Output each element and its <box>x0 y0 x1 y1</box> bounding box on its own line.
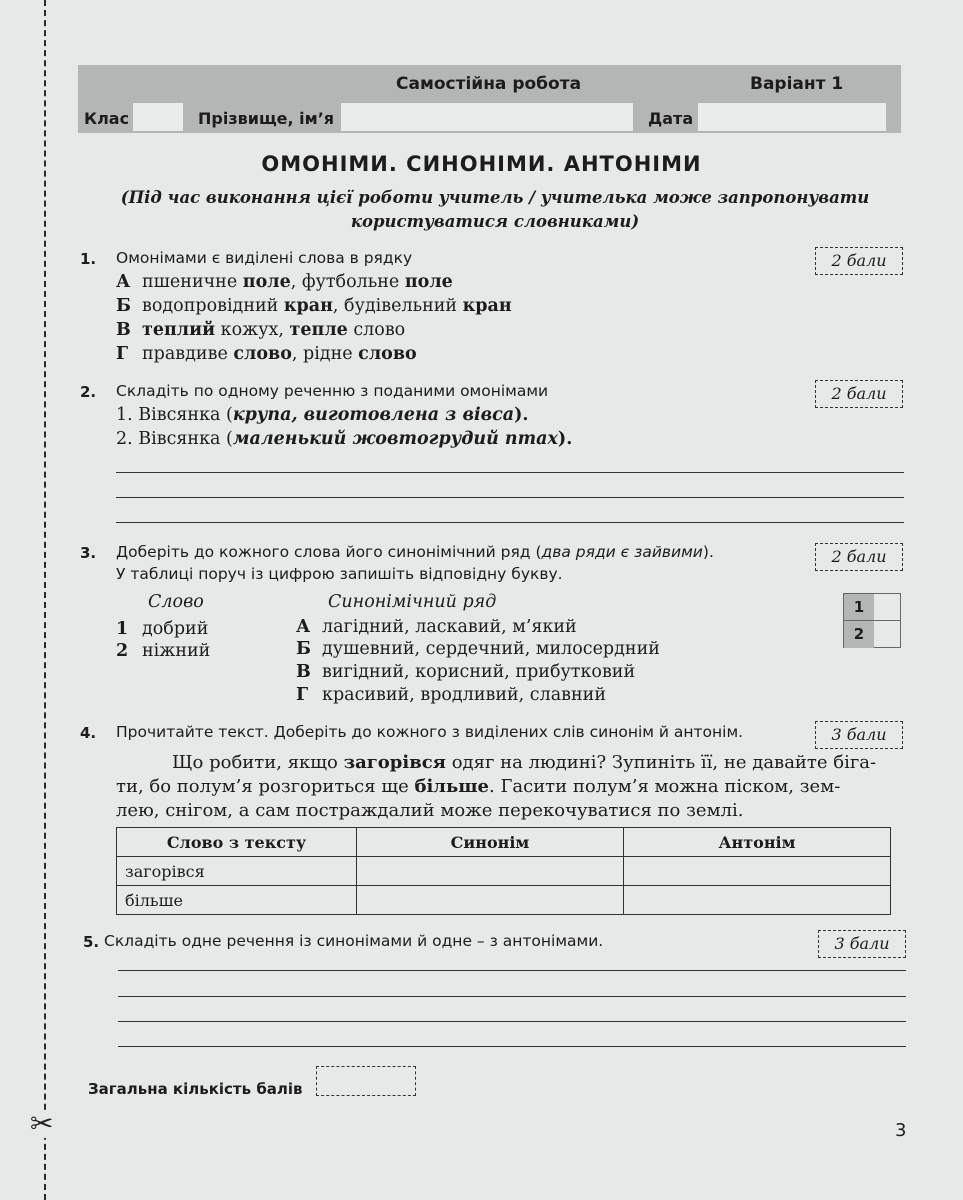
synonym-row-b <box>296 639 660 659</box>
task-4-number: 4. <box>80 724 97 742</box>
task-3-number: 3. <box>80 544 97 562</box>
name-label: Прізвище, ім’я <box>198 109 335 128</box>
task-1-option-a[interactable] <box>116 272 453 292</box>
task-2-item-2 <box>116 429 572 449</box>
cut-line <box>44 0 46 1200</box>
class-field[interactable] <box>133 103 183 131</box>
row-text: душевний, сердечний, милосердний <box>322 639 660 659</box>
answer-cell-number: 1 <box>844 594 874 621</box>
column-word-header: Слово <box>148 592 204 612</box>
date-label: Дата <box>648 109 694 128</box>
option-highlight: слово <box>358 344 417 364</box>
option-highlight: теплий <box>142 320 216 340</box>
answer-line[interactable] <box>116 472 904 473</box>
option-text: , футбольне <box>290 272 405 292</box>
subtitle-line-2: користуватися словниками) <box>350 212 640 231</box>
table-cell-synonym[interactable] <box>357 886 624 915</box>
table-header: Слово з тексту <box>117 828 357 857</box>
option-highlight: поле <box>404 272 453 292</box>
task-5-number: 5. <box>83 933 100 951</box>
option-highlight: поле <box>242 272 291 292</box>
task-5-score: 3 бали <box>818 930 906 958</box>
question-text: ). <box>702 543 714 561</box>
option-text: пшеничне <box>142 272 243 292</box>
task-5-question: Складіть одне речення із синонімами й одне – з антонімами. <box>104 932 604 950</box>
option-letter: В <box>116 320 131 340</box>
option-text: водопровідний <box>142 296 284 316</box>
task-1-question: Омонімами є виділені слова в рядку <box>116 249 413 267</box>
table-header-row <box>117 828 891 857</box>
name-field[interactable] <box>341 103 633 131</box>
word-text: добрий <box>142 619 209 639</box>
option-letter: Б <box>116 296 131 316</box>
task-1-option-h[interactable] <box>116 344 417 364</box>
passage-line-3 <box>116 800 743 821</box>
subtitle <box>100 186 890 234</box>
item-text: ). <box>557 429 573 449</box>
option-letter: Г <box>116 344 129 364</box>
task-1-option-b[interactable] <box>116 296 512 316</box>
date-field[interactable] <box>698 103 886 131</box>
table-cell-word: більше <box>117 886 357 915</box>
synonym-row-a <box>296 617 577 637</box>
table-cell-word: загорівся <box>117 857 357 886</box>
word-number: 2 <box>116 641 129 661</box>
task-1-option-v[interactable] <box>116 320 405 340</box>
synonym-row-v <box>296 662 635 682</box>
answer-grid <box>843 593 901 649</box>
row-text: вигідний, корисний, прибутковий <box>322 662 636 682</box>
page-title: ОМОНІМИ. СИНОНІМИ. АНТОНІМИ <box>261 152 702 176</box>
table-row <box>117 886 891 915</box>
task-2-number: 2. <box>80 383 97 401</box>
work-title: Самостійна робота <box>396 74 582 94</box>
option-letter: А <box>116 272 131 292</box>
option-text: кожух, <box>215 320 290 340</box>
option-text: , будівельний <box>332 296 463 316</box>
passage-text: одяг на людині? Зупиніть її, не давайте біга- <box>445 752 877 773</box>
subtitle-line-1: (Під час виконання цієї роботи учитель / учителька може запропонувати <box>120 188 870 207</box>
answer-cell-number: 2 <box>844 621 874 648</box>
question-note: два ряди є зайвими <box>541 543 703 561</box>
task-2-item-1 <box>116 405 528 425</box>
answer-line[interactable] <box>118 996 906 997</box>
class-label: Клас <box>84 109 130 128</box>
answer-line[interactable] <box>118 970 906 971</box>
task-1-number: 1. <box>80 250 97 268</box>
word-1 <box>116 619 208 639</box>
item-meaning: крупа, виготовлена з вівса <box>232 405 515 425</box>
page-number: 3 <box>895 1120 907 1141</box>
answer-line[interactable] <box>116 522 904 523</box>
task-1-score: 2 бали <box>815 247 903 275</box>
answer-line[interactable] <box>116 497 904 498</box>
scissors-icon: ✂ <box>30 1107 54 1140</box>
option-text: правдиве <box>142 344 234 364</box>
answer-line[interactable] <box>118 1046 906 1047</box>
passage-text: ти, бо полум’я розгориться ще <box>116 776 415 797</box>
task-4-question: Прочитайте текст. Доберіть до кожного з виділених слів синонім й антонім. <box>116 723 744 741</box>
table-cell-synonym[interactable] <box>357 857 624 886</box>
row-text: лагідний, ласкавий, м’який <box>322 617 577 637</box>
item-meaning: маленький жовтогрудий птах <box>232 429 558 449</box>
column-synonyms-header: Синонімічний ряд <box>328 592 497 612</box>
passage-highlight: загорівся <box>343 752 446 773</box>
passage-text: . Гасити полум’я можна піском, зем- <box>489 776 841 797</box>
header-bar <box>78 65 901 133</box>
item-text: 2. Вівсянка ( <box>116 429 233 449</box>
passage-line-2 <box>116 776 840 797</box>
option-highlight: кран <box>462 296 512 316</box>
option-text: слово <box>347 320 406 340</box>
task-4-score: 3 бали <box>815 721 903 749</box>
word-number: 1 <box>116 619 129 639</box>
synonym-row-h <box>296 685 606 705</box>
total-score-label: Загальна кількість балів <box>88 1080 303 1098</box>
table-header: Антонім <box>624 828 891 857</box>
answer-cell-1[interactable] <box>843 593 901 621</box>
item-text: 1. Вівсянка ( <box>116 405 233 425</box>
answer-cell-2[interactable] <box>843 620 901 648</box>
task-3-instruction: У таблиці поруч із цифрою запишіть відповідну букву. <box>116 565 563 583</box>
task-2-score: 2 бали <box>815 380 903 408</box>
row-text: красивий, вродливий, славний <box>322 685 606 705</box>
passage-line-1 <box>172 752 876 773</box>
table-header: Синонім <box>357 828 624 857</box>
total-score-box[interactable] <box>316 1066 416 1096</box>
row-letter: А <box>296 617 311 637</box>
variant-label: Варіант 1 <box>750 74 844 94</box>
task-3-score: 2 бали <box>815 543 903 571</box>
row-letter: В <box>296 662 311 682</box>
table-cell-antonym[interactable] <box>624 857 891 886</box>
task-2-question: Складіть по одному реченню з поданими омонімами <box>116 382 549 400</box>
option-highlight: тепле <box>289 320 348 340</box>
synonym-antonym-table <box>116 827 891 915</box>
option-text: , рідне <box>291 344 359 364</box>
passage-highlight: більше <box>414 776 490 797</box>
table-row <box>117 857 891 886</box>
passage-text: Що робити, якщо <box>172 752 344 773</box>
item-text: ). <box>514 405 529 425</box>
task-3-question <box>116 541 714 563</box>
row-letter: Г <box>296 685 309 705</box>
option-highlight: слово <box>233 344 292 364</box>
table-cell-antonym[interactable] <box>624 886 891 915</box>
word-text: ніжний <box>142 641 211 661</box>
passage-text: лею, снігом, а сам постраждалий може перекочуватися по землі. <box>116 800 744 821</box>
answer-line[interactable] <box>118 1021 906 1022</box>
question-text: Доберіть до кожного слова його синонімічний ряд ( <box>116 543 542 561</box>
row-letter: Б <box>296 639 311 659</box>
word-2 <box>116 641 210 661</box>
option-highlight: кран <box>283 296 333 316</box>
